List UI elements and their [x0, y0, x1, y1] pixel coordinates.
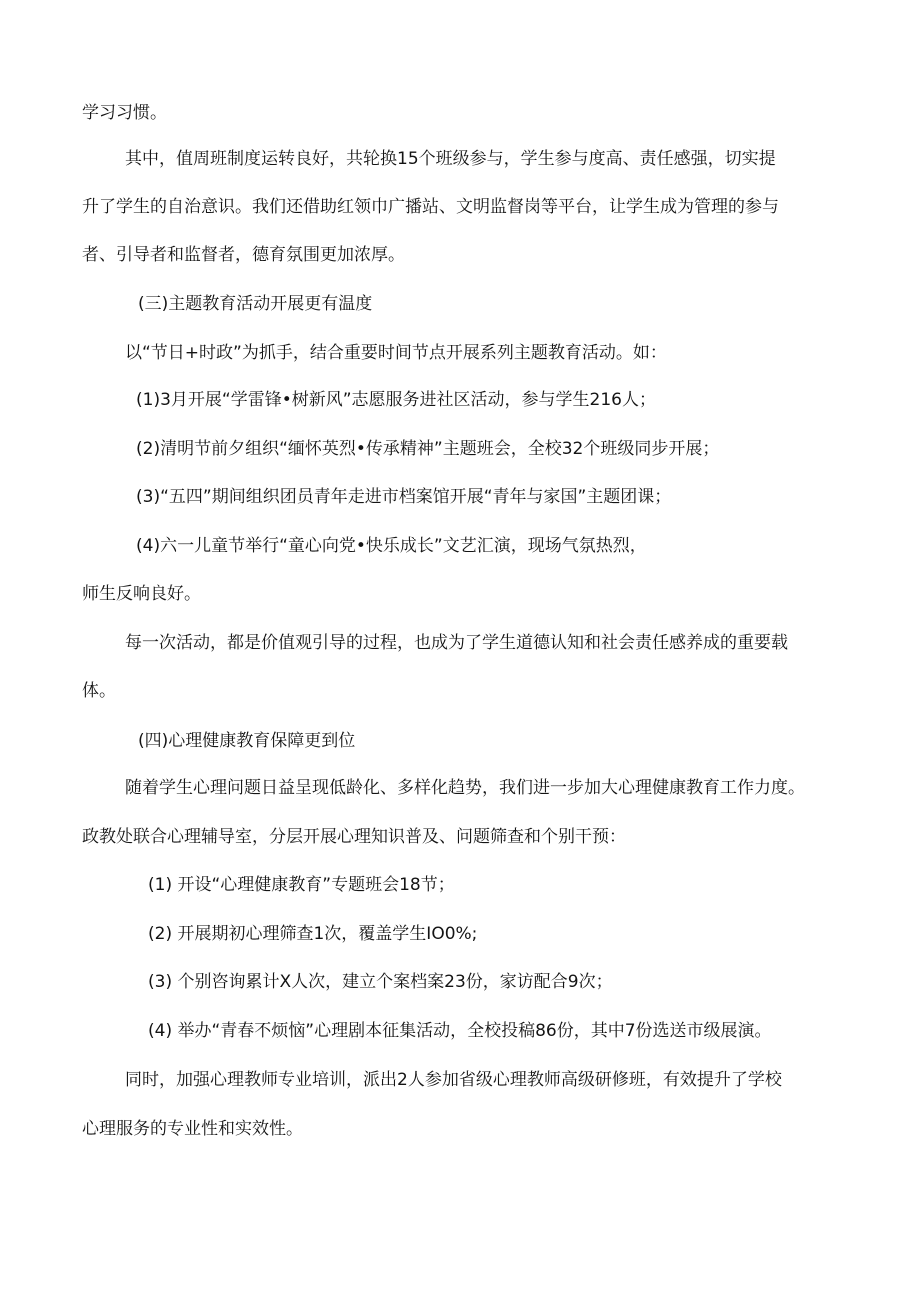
list-item: (2) 开展期初心理筛查1次，覆盖学生IO0%;	[148, 924, 478, 944]
paragraph-line: 升了学生的自治意识。我们还借助红领巾广播站、文明监督岗等平台，让学生成为管理的参与	[82, 197, 779, 217]
list-item: (4)六一儿童节举行“童心向党•快乐成长”文艺汇演，现场气氛热烈，	[136, 536, 647, 556]
list-item: (1) 开设“心理健康教育”专题班会18节；	[148, 875, 455, 895]
paragraph-line: 师生反响良好。	[82, 584, 201, 604]
section-heading: (三)主题教育活动开展更有温度	[138, 294, 373, 314]
paragraph-line: 其中，值周班制度运转良好，共轮换15个班级参与，学生参与度高、责任感强，切实提	[125, 149, 776, 169]
paragraph-line: 随着学生心理问题日益呈现低龄化、多样化趋势，我们进一步加大心理健康教育工作力度。	[125, 778, 805, 798]
list-item: (4) 举办“青春不烦恼”心理剧本征集活动，全校投稿86份，其中7份选送市级展演。	[148, 1021, 772, 1041]
list-item: (1)3月开展“学雷锋•树新风”志愿服务进社区活动，参与学生216人；	[136, 390, 656, 410]
paragraph-line: 以“节日+时政”为抓手，结合重要时间节点开展系列主题教育活动。如：	[125, 343, 667, 363]
paragraph-line: 学习习惯。	[82, 103, 167, 123]
list-item: (2)清明节前夕组织“缅怀英烈•传承精神”主题班会，全校32个班级同步开展；	[136, 439, 720, 459]
list-item: (3)“五四”期间组织团员青年走进市档案馆开展“青年与家国”主题团课；	[136, 487, 672, 507]
paragraph-line: 心理服务的专业性和实效性。	[82, 1119, 303, 1139]
list-item: (3) 个别咨询累计X人次，建立个案档案23份，家访配合9次；	[148, 972, 613, 992]
paragraph-line: 每一次活动，都是价值观引导的过程，也成为了学生道德认知和社会责任感养成的重要载	[125, 633, 788, 653]
paragraph-line: 同时，加强心理教师专业培训，派出2人参加省级心理教师高级研修班，有效提升了学校	[125, 1070, 782, 1090]
paragraph-line: 政教处联合心理辅导室，分层开展心理知识普及、问题筛查和个别干预：	[82, 827, 626, 847]
section-heading: (四)心理健康教育保障更到位	[138, 731, 356, 751]
paragraph-line: 者、引导者和监督者，德育氛围更加浓厚。	[82, 245, 405, 265]
paragraph-line: 体。	[82, 681, 116, 701]
